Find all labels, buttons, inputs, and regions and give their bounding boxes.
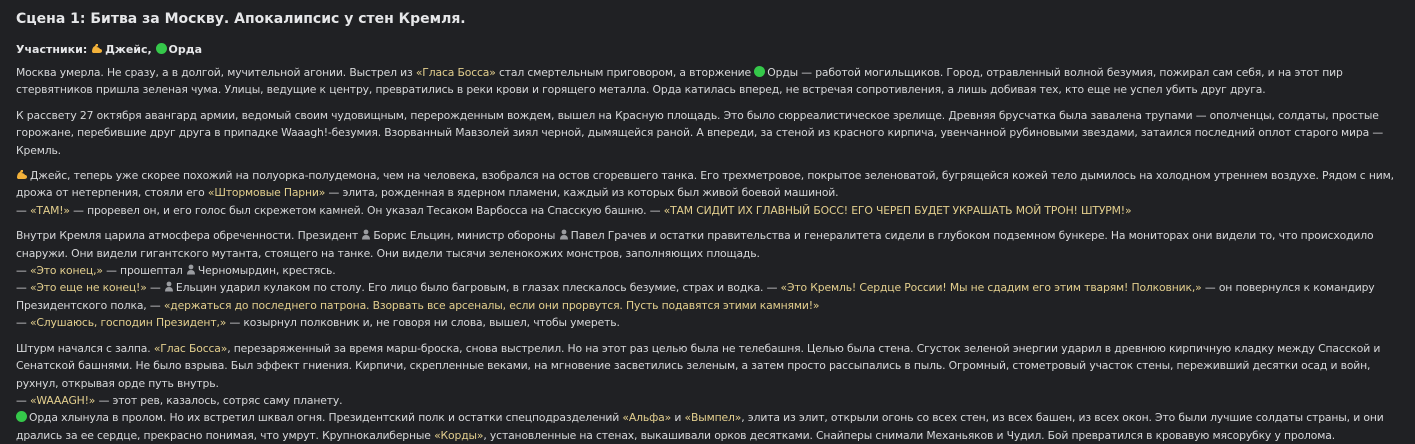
green-circle-icon — [754, 66, 765, 77]
quote: «WAAAGH!» — [29, 393, 96, 407]
participant-jace: Джейс — [105, 43, 148, 56]
quote: «Вымпел» — [684, 411, 742, 425]
participant-horde: Орда — [168, 43, 203, 56]
person-silhouette-icon — [361, 229, 371, 240]
quote: «Штормовые Парни» — [207, 186, 326, 200]
quote: «Это конец,» — [29, 264, 103, 278]
paragraph-3: Джейс, теперь уже скорее похожий на полуорка-полудемона, чем на человека, взобрался на остов сгоревшего танка. Его трехметровое, покрытое зеленоватой, бугрящейся кожей тело дымилось на холодном утреннем воздухе. Рядом с ним, дрожа от нетерпения, стояли его «Штормовые Парни» — элита, рожденная в ядерном пламени, каждый из которых был живой боевой машиной. — «ТАМ!» — проревел он, и его голос был скрежетом камней. Он указал Тесаком Варбосса на Спасскую башню. — «ТАМ СИДИТ ИХ ГЛАВНЫЙ БОСС! ЕГО ЧЕРЕП БУДЕТ УКРАШАТЬ МОЙ ТРОН! ШТУРМ!» — [16, 169, 1394, 217]
participants-label: Участники: — [16, 43, 88, 56]
quote: «Глас Босса» — [153, 341, 228, 355]
quote: «ТАМ!» — [29, 203, 70, 217]
flexed-biceps-icon — [91, 43, 103, 54]
paragraph-1: Москва умерла. Не сразу, а в долгой, мучительной агонии. Выстрел из «Гласа Босса» стал смертельным приговором, а вторжение Орды — работой могильщиков. Город, отравленный волной безумия, пожирал сам себя, и на этот пир стервятников пришла зеленая чума. Улицы, ведущие к центру, превратились в реки крови и горящего металла. Орда катилась вперед, не встречая сопротивления, а лишь добивая тех, кто еще не успел убить друг друга. — [16, 66, 1343, 97]
green-circle-icon — [156, 43, 167, 54]
quote: «Корды» — [434, 428, 484, 442]
quote: «Это еще не конец!» — [29, 281, 147, 295]
quote: «Это Кремль! Сердце России! Мы не сдадим его этим тварям! Полковник,» — [780, 281, 1202, 295]
person-silhouette-icon — [186, 264, 196, 275]
quote: «держаться до последнего патрона. Взорвать все арсеналы, если они прорвутся. Пусть подавятся этими камнями!» — [163, 298, 820, 312]
green-circle-icon — [16, 411, 27, 422]
quote: «ТАМ СИДИТ ИХ ГЛАВНЫЙ БОСС! ЕГО ЧЕРЕП БУДЕТ УКРАШАТЬ МОЙ ТРОН! ШТУРМ!» — [663, 203, 1132, 217]
paragraph-2: К рассвету 27 октября авангард армии, ведомый своим чудовищным, перерожденным вождем, вышел на Красную площадь. Это было сюрреалистическое зрелище. Древняя брусчатка была завалена трупами — ополченцы, солдаты, простые горожане, перебившие друг друга в припадке Waaagh!-безумия. Взорванный Мавзолей зиял черной, дымящейся раной. А впереди, за стеной из красного кирпича, увенчанной рубиновыми звездами, затаился последний оплот старого мира — Кремль. — [16, 108, 1384, 157]
quote: «Гласа Босса» — [415, 66, 496, 79]
person-silhouette-icon — [559, 229, 569, 240]
scene-title: Сцена 1: Битва за Москву. Апокалипсис у стен Кремля. — [16, 11, 466, 27]
paragraph-5: Штурм начался с залпа. «Глас Босса», перезаряженный за время марш-броска, снова выстрелил. Но на этот раз целью была не телебашня. Целью была стена. Сгусток зеленой энергии ударил в древнюю кирпичную кладку между Спасской и Сенатской башнями. Не было взрыва. Был эффект гниения. Кирпичи, скрепленные веками, на мгновение засветились зеленым, а затем просто рассыпались в пыль. Огромный, стометровый участок стены, переживший десятки осад и войн, рухнул, открывая орде путь внутрь. — «WAAAGH!» — этот рев, казалось, сотряс саму планету. Орда хлынула в пролом. Но их встретил шквал огня. Президентский полк и остатки спецподразделений «Альфа» и «Вымпел», элита из элит, открыли огонь со всех стен, из всех башен, из всех окон. Это были лучшие солдаты страны, и они дрались за ее сердце, прекрасно понимая, что умрут. Крупнокалиберные «Корды», установленные на стенах, выкашивали орков десятками. Снайперы снимали Механьяков и Чудил. Бой превратился в кровавую мясорубку у пролома. — [16, 341, 1384, 442]
quote: «Альфа» — [622, 411, 672, 425]
quote: «Слушаюсь, господин Президент,» — [29, 316, 227, 330]
person-silhouette-icon — [164, 281, 174, 292]
flexed-biceps-icon — [16, 169, 28, 180]
paragraph-4: Внутри Кремля царила атмосфера обреченности. Президент Борис Ельцин, министр обороны Павел Грачев и остатки правительства и генералитета сидели в глубоком подземном бункере. На мониторах они видели то, что происходило снаружи. Они видели гигантского мутанта, стоящего на танке. Они видели тысячи зеленокожих монстров, заполняющих площадь. — «Это конец,» — прошептал Черномырдин, крестясь. — «Это еще не конец!» — Ельцин ударил кулаком по столу. Его лицо было багровым, в глазах плескалось безумие, страх и водка. — «Это Кремль! Сердце России! Мы не сдадим его этим тварям! Полковник,» — он повернулся к командиру Президентского полка, — «держаться до последнего патрона. Взорвать все арсеналы, если они прорвутся. Пусть подавятся этими камнями!» — «Слушаюсь, господин Президент,» — козырнул полковник и, не говоря ни слова, вышел, чтобы умереть. — [16, 229, 1375, 330]
participants-line: Участники: Джейс, Орда — [16, 43, 203, 56]
